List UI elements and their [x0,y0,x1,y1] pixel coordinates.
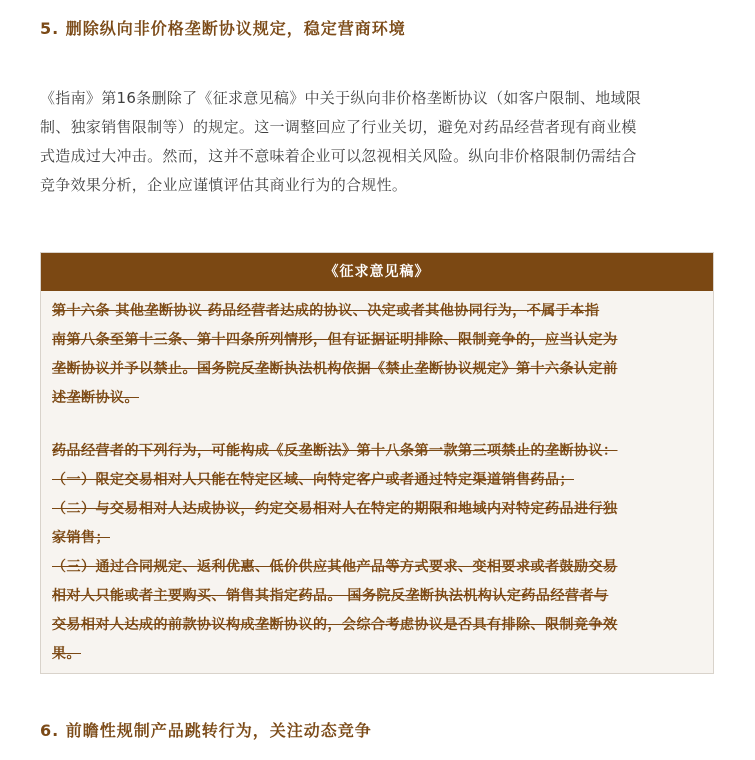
paragraph-line: 《指南》第16条删除了《征求意见稿》中关于纵向非价格垄断协议（如客户限制、地域限 [40,89,642,107]
struck-line: 家销售； [52,530,110,546]
paragraph-line: 制、独家销售限制等）的规定。这一调整回应了行业关切，避免对药品经营者现有商业模 [40,118,637,136]
section-5-heading: 5. 删除纵向非价格垄断协议规定，稳定营商环境 [40,19,406,38]
draft-box-title: 《征求意见稿》 [41,253,713,291]
draft-box-body [41,291,713,669]
struck-line: 果。 [52,646,81,662]
section-5-paragraph [40,84,720,200]
draft-quote-box [40,252,714,674]
struck-line: 垄断协议并予以禁止。国务院反垄断执法机构依据《禁止垄断协议规定》第十六条认定前 [52,361,618,377]
paragraph-line: 竞争效果分析，企业应谨慎评估其商业行为的合规性。 [40,176,408,194]
struck-line: 相对人只能或者主要购买、销售其指定药品。 国务院反垄断执法机构认定药品经营者与 [52,588,609,604]
struck-line: 药品经营者的下列行为，可能构成《反垄断法》第十八条第一款第三项禁止的垄断协议： [52,443,618,459]
struck-line: 交易相对人达成的前款协议构成垄断协议的，会综合考虑协议是否具有排除、限制竞争效 [52,617,618,633]
paragraph-line: 式造成过大冲击。然而，这并不意味着企业可以忽视相关风险。纵向非价格限制仍需结合 [40,147,637,165]
struck-line: （二）与交易相对人达成协议，约定交易相对人在特定的期限和地域内对特定药品进行独 [52,501,618,517]
struck-line: （三）通过合同规定、返利优惠、低价供应其他产品等方式要求、变相要求或者鼓励交易 [52,559,618,575]
struck-line: （一）限定交易相对人只能在特定区域、向特定客户或者通过特定渠道销售药品； [52,472,574,488]
paragraph-gap [52,413,701,437]
struck-line: 第十六条 其他垄断协议 药品经营者达成的协议、决定或者其他协同行为，不属于本指 [52,303,600,319]
section-6-heading: 6. 前瞻性规制产品跳转行为，关注动态竞争 [40,721,372,740]
struck-line: 述垄断协议。 [52,390,139,406]
struck-line: 南第八条至第十三条、第十四条所列情形，但有证据证明排除、限制竞争的，应当认定为 [52,332,618,348]
